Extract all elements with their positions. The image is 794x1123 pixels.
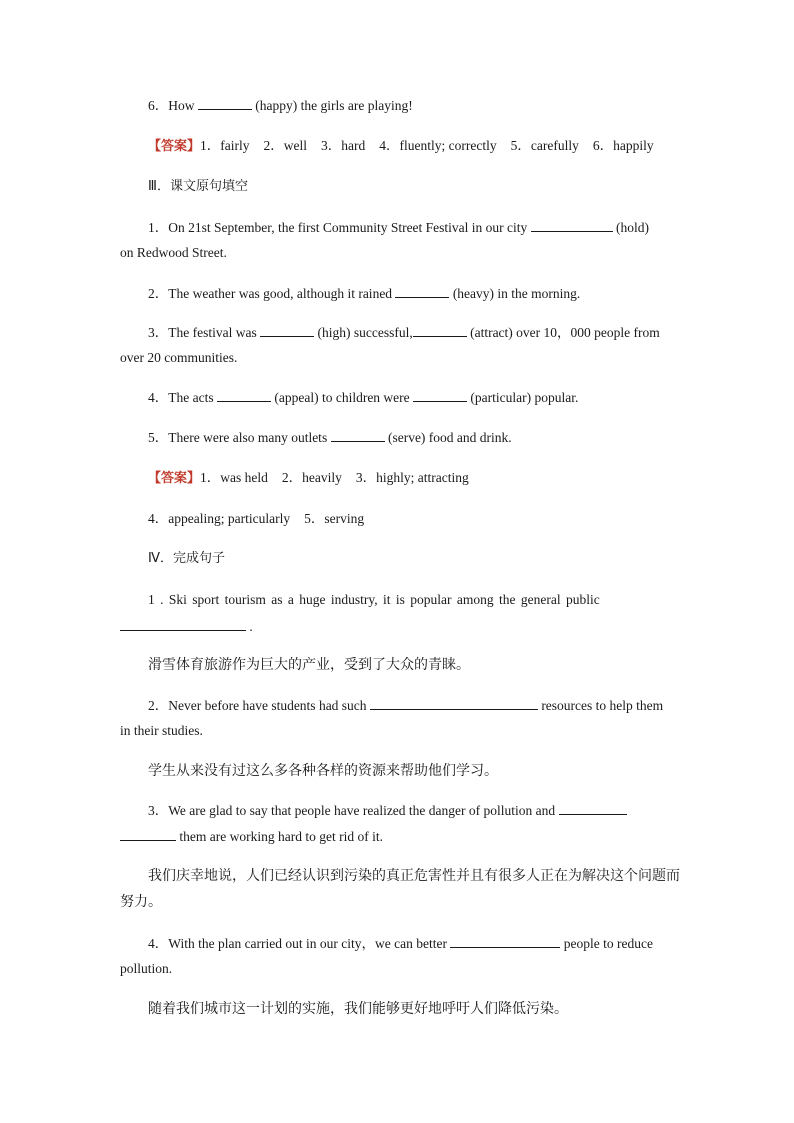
answer-item: 1．was held	[200, 470, 268, 485]
question-4-4-cont: pollution.	[120, 961, 173, 976]
question-text: 3．We are glad to say that people have realized the danger of pollution and	[148, 803, 559, 818]
question-3-3-cont: over 20 communities.	[120, 350, 238, 365]
question-3-1-cont: on Redwood Street.	[120, 245, 227, 260]
answer-item: 4．fluently; correctly	[379, 138, 497, 153]
answer-item: 4．appealing; particularly	[148, 511, 291, 526]
answer-item: 6．happily	[592, 138, 654, 153]
answer-item: 2．heavily	[281, 470, 342, 485]
question-3-4	[148, 388, 674, 407]
answer-label: 【答案】	[148, 139, 201, 154]
answer-blank[interactable]	[120, 827, 176, 841]
question-text: 2．Never before have students had such	[148, 698, 370, 713]
answer-item: 2．well	[263, 138, 308, 153]
question-3-3	[148, 323, 674, 342]
answer-blank[interactable]	[531, 218, 613, 232]
question-text: (serve) food and drink.	[384, 430, 512, 445]
translation-4-2: 学生从来没有过这么多各种各样的资源来帮助他们学习。	[148, 763, 498, 779]
answer-item: 3．highly; attracting	[355, 470, 469, 485]
question-text: 1．On 21st September, the first Community Street Festival in our city	[148, 220, 531, 235]
question-text: them are working hard to get rid of it.	[176, 829, 383, 844]
answer-blank[interactable]	[120, 617, 246, 631]
question-4-1-cont	[120, 617, 674, 636]
question-3-1	[148, 218, 674, 237]
answer-blank[interactable]	[198, 96, 252, 110]
question-4-2	[148, 696, 674, 715]
answer-blank[interactable]	[217, 388, 271, 402]
answer-item: 1．fairly	[200, 138, 250, 153]
answer-blank[interactable]	[413, 388, 467, 402]
answer-blank[interactable]	[260, 323, 314, 337]
question-text: .	[246, 619, 253, 634]
question-4-1: 1 . Ski sport tourism as a huge industry, it is popular among the general public	[148, 592, 600, 607]
question-text: (particular) popular.	[467, 390, 579, 405]
answer-label: 【答案】	[148, 471, 201, 486]
answer-blank[interactable]	[331, 428, 385, 442]
question-4-2-cont: in their studies.	[120, 723, 203, 738]
answer-blank[interactable]	[559, 801, 627, 815]
answer-item: 5．serving	[304, 511, 365, 526]
answer-key-3b	[148, 510, 674, 528]
answer-blank[interactable]	[450, 934, 560, 948]
question-text: (appeal) to children were	[270, 390, 414, 405]
translation-4-4: 随着我们城市这一计划的实施，我们能够更好地呼吁人们降低污染。	[148, 1001, 568, 1017]
question-text: people to reduce	[560, 936, 653, 951]
question-text: 2．The weather was good, although it rained	[148, 286, 396, 301]
answer-key-3a	[148, 469, 674, 488]
question-6	[148, 96, 674, 115]
question-3-2	[148, 284, 674, 303]
question-text: (happy) the girls are playing!	[251, 98, 413, 113]
answer-item: 3．hard	[321, 138, 366, 153]
question-text: resources to help them	[537, 698, 664, 713]
question-text: 3．The festival was	[148, 325, 261, 340]
answer-blank[interactable]	[395, 284, 449, 298]
question-text: 4．With the plan carried out in our city，we can better	[148, 936, 451, 951]
question-text: 6．How	[148, 98, 198, 113]
question-text: (heavy) in the morning.	[449, 286, 581, 301]
translation-4-3: 我们庆幸地说，人们已经认识到污染的真正危害性并且有很多人正在为解决这个问题而	[148, 868, 680, 884]
section-heading-3: Ⅲ．课文原句填空	[148, 179, 248, 194]
answer-item: 5．carefully	[510, 138, 579, 153]
question-text: 5．There were also many outlets	[148, 430, 331, 445]
section-heading-4: Ⅳ．完成句子	[148, 551, 225, 566]
translation-4-1: 滑雪体育旅游作为巨大的产业，受到了大众的青睐。	[148, 657, 470, 673]
translation-4-3-cont: 努力。	[120, 894, 162, 910]
question-text: (hold)	[612, 220, 650, 235]
question-text: 4．The acts	[148, 390, 217, 405]
question-4-3-cont	[120, 827, 674, 846]
question-text: (high) successful,	[314, 325, 413, 340]
answer-blank[interactable]	[413, 323, 467, 337]
answer-blank[interactable]	[370, 696, 538, 710]
question-3-5	[148, 428, 674, 447]
question-4-4	[148, 934, 674, 953]
question-4-3	[148, 801, 674, 820]
question-text: (attract) over 10，000 people from	[466, 325, 660, 340]
answer-key-1	[148, 137, 674, 156]
